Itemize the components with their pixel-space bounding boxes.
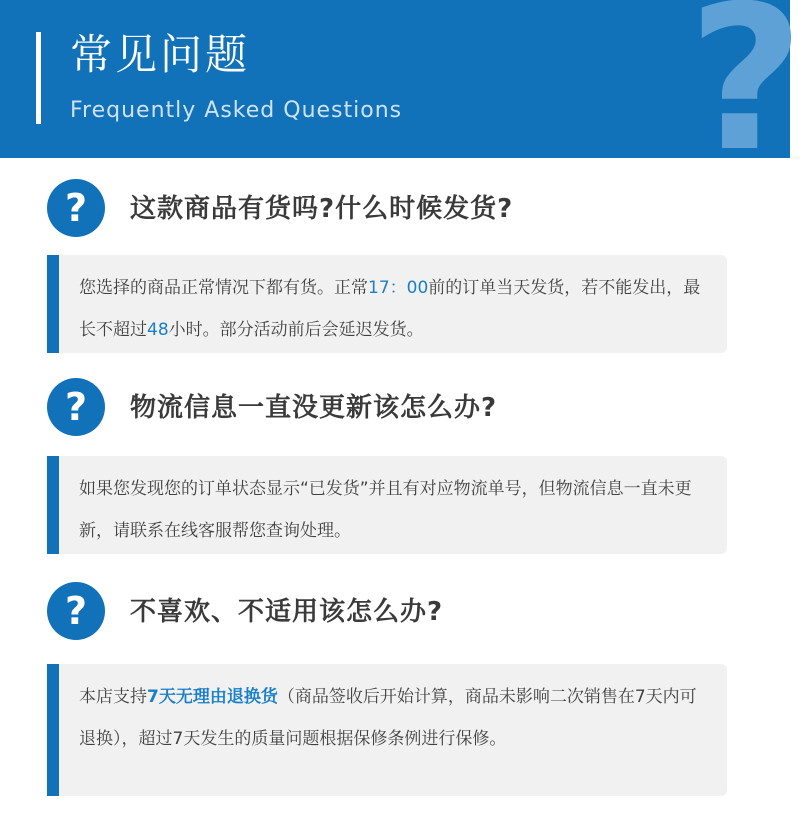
faq-question-return: 不喜欢、不适用该怎么办? (130, 597, 444, 627)
page-subtitle: Frequently Asked Questions (70, 98, 403, 123)
answer-text: 您选择的商品正常情况下都有货。正常 (79, 278, 368, 298)
answer-text: 本店支持 (79, 687, 147, 707)
cutoff-time: 17：00 (368, 278, 429, 298)
faq-header (0, 0, 804, 196)
faq-answer-return (47, 664, 727, 796)
answer-text: 小时。部分活动前后会延迟发货。 (168, 320, 424, 340)
header-accent-bar (36, 32, 41, 124)
answer-text: 前的订单当天发货，若不能发出，最长不超过 (79, 278, 701, 340)
faq-question-stock: 这款商品有货吗?什么时候发货? (130, 194, 514, 224)
answer-text: 如果您发现您的订单状态显示“已发货”并且有对应物流单号，但物流信息一直未更新，请联系在线客服帮您查询处理。 (79, 479, 692, 541)
question-icon: ? (47, 582, 105, 640)
question-mark-decoration-icon: ? (688, 0, 804, 196)
faq-answer-stock (47, 255, 727, 353)
faq-answer-logistics (47, 456, 727, 554)
faq-question-logistics: 物流信息一直没更新该怎么办? (130, 393, 498, 423)
question-icon: ? (47, 378, 105, 436)
answer-text: （商品签收后开始计算，商品未影响二次销售在7天内可退换），超过7天发生的质量问题根据保修条例进行保修。 (79, 687, 697, 749)
question-icon: ? (47, 179, 105, 237)
max-hours: 48 (147, 320, 169, 340)
return-policy-highlight: 7天无理由退换货 (147, 687, 278, 707)
page-title: 常见问题 (70, 30, 251, 79)
